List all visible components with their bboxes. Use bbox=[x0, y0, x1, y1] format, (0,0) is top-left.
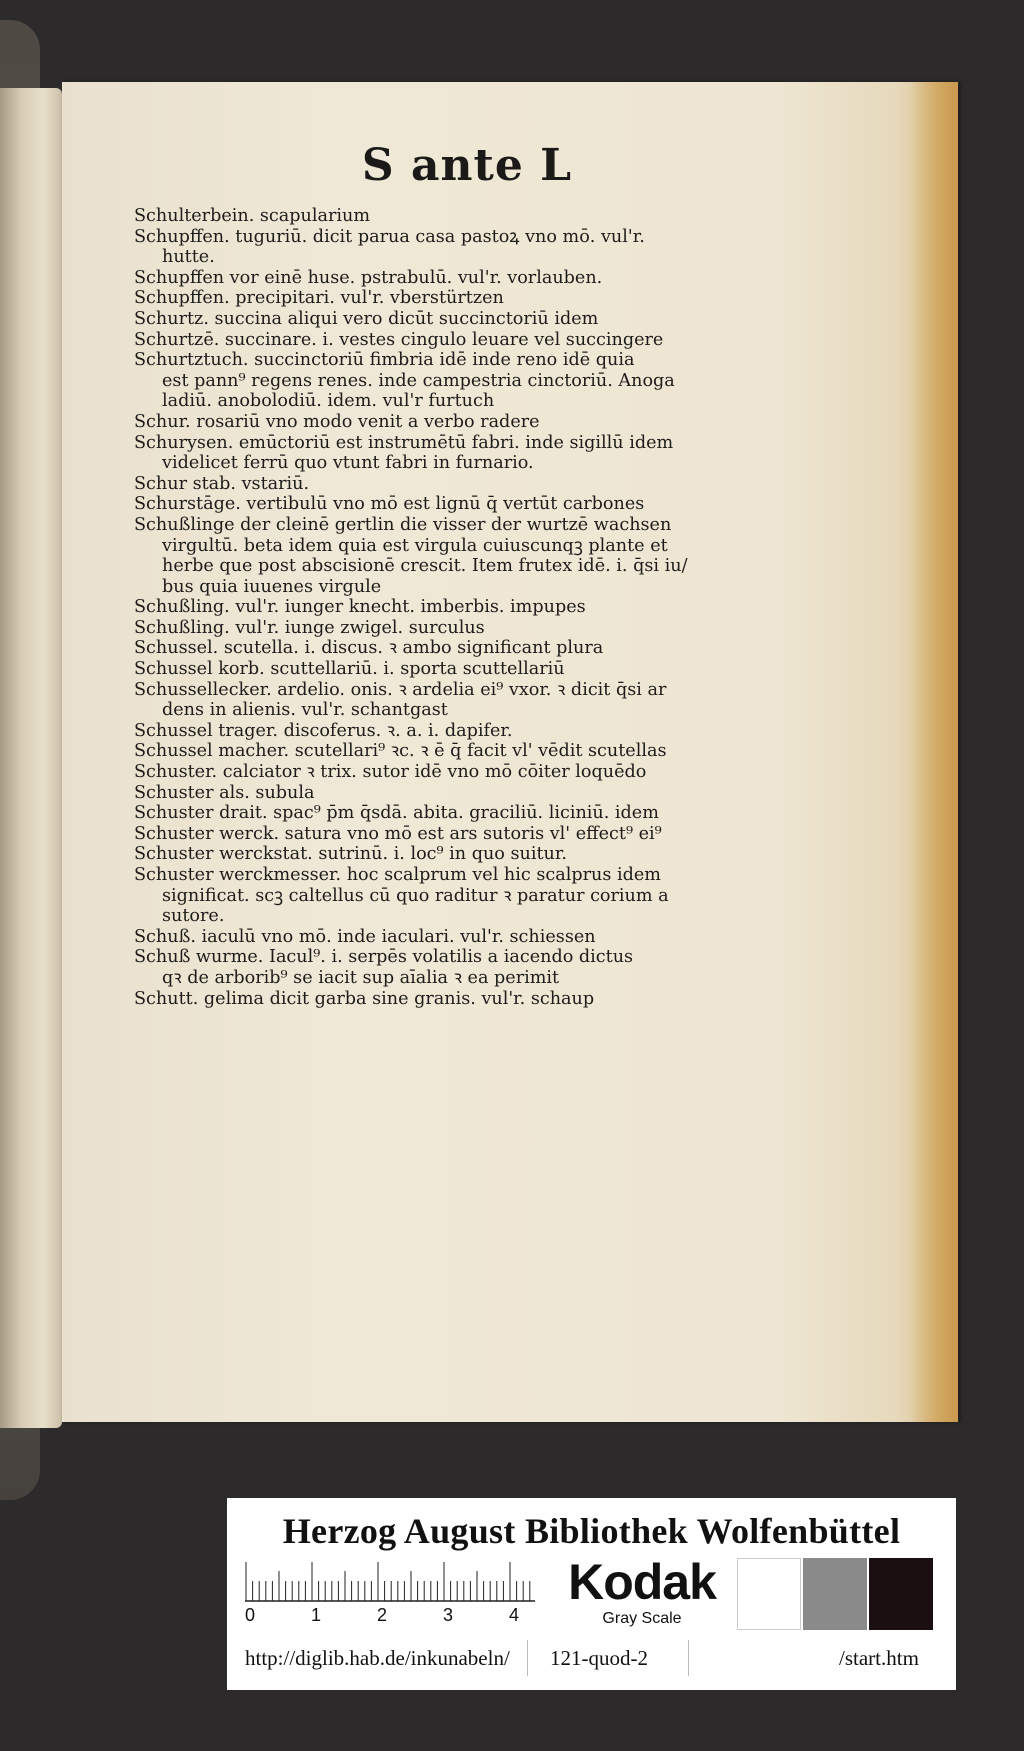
text-line: Schussellecker. ardelio. onis. ꝛ ardelia ei⁹ vxor. ꝛ dicit̄ q̄si ar bbox=[134, 679, 667, 700]
text-line: Schuster drait. spac⁹ p̄m q̄sdā. abita. graciliū. liciniū. idem bbox=[134, 803, 659, 824]
text-line: Schupffen. precipitari. vul'r. vberstürtzen bbox=[134, 288, 504, 309]
text-line: qꝛ de arborib⁹ se iacit sup aīalia ꝛ ea perimit bbox=[162, 967, 560, 988]
text-line: hutte. bbox=[162, 247, 215, 268]
text-line: Schurtzē. succinare. i. vestes cingulo leuare vel succingere bbox=[134, 329, 664, 350]
text-line: Schupffen. tuguriū. dicit̄ parua casa pastoꝝ vno mō. vul'r. bbox=[134, 226, 645, 247]
text-line: herbe que post abscisionē crescit. Item frutex idē. i. q̄si iu/ bbox=[162, 556, 688, 577]
text-line: Schussel macher. scutellari⁹ ꝛc. ꝛ ē q̄ facit vl' vēdit scutellas bbox=[134, 741, 667, 762]
text-line: Schuster werckmesser. hoc scalprum vel hic scalprus idem bbox=[134, 865, 661, 885]
text-line: Schussel. scutella. i. discus. ꝛ ambo significant plura bbox=[134, 638, 604, 659]
page-edge-stain bbox=[910, 82, 958, 1422]
text-line: Schutt. gelima dicit̄ garba sine granis. vul'r. schaup bbox=[134, 988, 595, 1009]
swatch-white bbox=[737, 1558, 801, 1630]
swatch-black bbox=[869, 1558, 933, 1630]
text-line: ladiū. anobolodiū. idem. vul'r furtuch bbox=[162, 391, 495, 412]
page-heading: S ante L bbox=[361, 140, 573, 191]
text-line: Schuß wurme. Iacul⁹. i. serpēs volatilis a iacendo dictus bbox=[134, 947, 634, 968]
text-line: sutore. bbox=[162, 906, 225, 927]
text-line: est pann⁹ regens renes. inde campestria cinctoriū. Anoga bbox=[162, 370, 675, 391]
swatch-gray bbox=[803, 1558, 867, 1630]
text-line: Schuster werck. satura vno mō est ars sutoris vl' effect⁹ ei⁹ bbox=[134, 823, 662, 844]
library-card bbox=[227, 1498, 956, 1690]
text-line: dens in alienis. vul'r. schantgast bbox=[162, 700, 448, 721]
ruler-label-2: 2 bbox=[377, 1605, 388, 1625]
text-line: Schußlinge der cleinē gertlin die visser der wurtzē wachsen bbox=[134, 514, 672, 535]
text-line: Schurysen. emūctoriū est instrumētū fabri. inde sigillū idem bbox=[134, 432, 674, 453]
text-line: Schuß. iaculū vno mō. inde iaculari. vul'r. schiessen bbox=[134, 926, 596, 947]
text-line: Schußling. vul'r. iunge zwigel. surculus bbox=[134, 617, 485, 638]
page-text bbox=[134, 206, 774, 1009]
text-line: Schuster. calciator ꝛ trix. sutor idē vno mō cōiter loquēdo bbox=[134, 762, 647, 783]
url-left: http://diglib.hab.de/inkunabeln/ bbox=[245, 1646, 510, 1670]
text-line: Schuster als. subula bbox=[134, 782, 315, 803]
kodak-logo: Kodak bbox=[568, 1554, 716, 1610]
text-line: Schurtz. succina aliqui vero dicūt succinctoriū idem bbox=[134, 308, 599, 329]
ruler-label-0: 0 bbox=[245, 1605, 256, 1625]
ruler-label-3: 3 bbox=[443, 1605, 454, 1625]
text-line: Schulterbein. scapularium bbox=[134, 206, 371, 226]
book-page bbox=[62, 82, 958, 1422]
text-line: Schuster werckstat. sutrinū. i. loc⁹ in quo suitur. bbox=[134, 844, 567, 865]
library-title: Herzog August Bibliothek Wolfenbüttel bbox=[282, 1511, 901, 1551]
ruler-scale bbox=[245, 1562, 535, 1602]
text-line: videlicet ferrū quo vtunt̄ fabri in furnario. bbox=[162, 453, 534, 474]
text-line: virgultū. beta idem quia est virgula cuiuscunqꝫ plante et bbox=[162, 535, 668, 556]
text-line: Schur. rosariū vno modo venit a verbo radere bbox=[134, 411, 540, 432]
text-line: significat. scꝫ caltellus cū quo raditur ꝛ paratur corium a bbox=[162, 885, 669, 906]
left-page-edge bbox=[0, 88, 62, 1428]
ruler-label-1: 1 bbox=[311, 1605, 322, 1625]
gray-scale-label: Gray Scale bbox=[602, 1610, 682, 1627]
text-line: bus quia iuuenes virgule bbox=[162, 576, 382, 597]
text-line: Schur stab. vstariū. bbox=[134, 473, 310, 494]
ruler-label-4: 4 bbox=[509, 1605, 520, 1625]
text-line: Schurtztuch. succinctoriū fimbria idē inde reno idē quia bbox=[134, 350, 635, 371]
text-line: Schurstāge. vertibulū vno mō est lignū q̄ vertūt̄ carbones bbox=[134, 494, 645, 515]
url-right: /start.htm bbox=[839, 1646, 919, 1670]
text-line: Schußling. vul'r. iunger knecht. imberbis. impupes bbox=[134, 597, 586, 618]
url-identifier: 121-quod-2 bbox=[550, 1646, 648, 1670]
text-line: Schussel korb. scuttellariū. i. sporta scuttellariū bbox=[134, 659, 565, 680]
text-line: Schussel trager. discoferus. ꝛ. a. i. dapifer. bbox=[134, 720, 513, 741]
text-line: Schupffen vor einē huse. pstrabulū. vul'r. vorlauben. bbox=[134, 267, 603, 288]
